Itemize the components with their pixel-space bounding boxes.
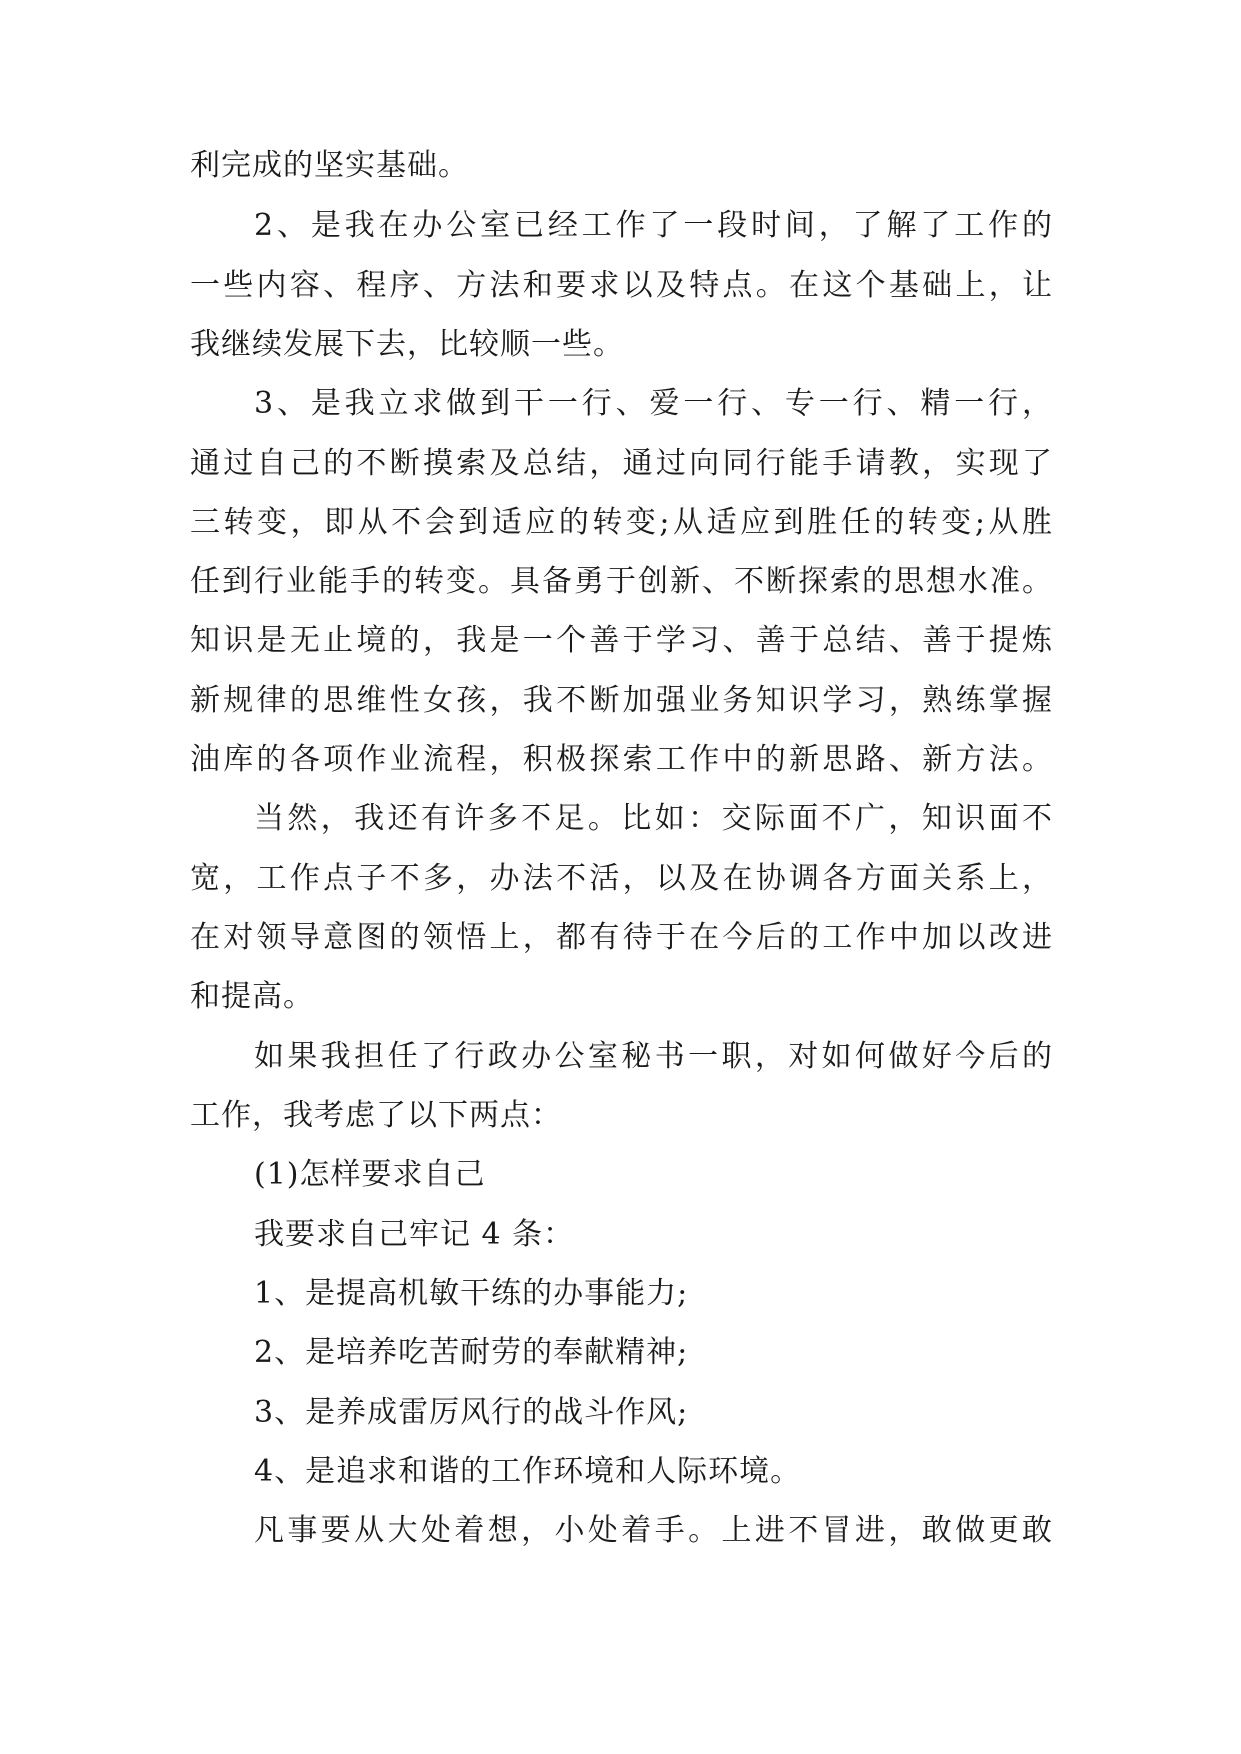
text-line: 宽，工作点子不多，办法不活，以及在协调各方面关系上，: [190, 861, 1052, 896]
text-line: 任到行业能手的转变。具备勇于创新、不断探索的思想水准。: [190, 564, 1052, 599]
text-line: 和提高。: [190, 979, 314, 1014]
text-line: 一些内容、程序、方法和要求以及特点。在这个基础上，让: [190, 268, 1052, 303]
text-line: 知识是无止境的，我是一个善于学习、善于总结、善于提炼: [190, 623, 1052, 658]
text-line: 如果我担任了行政办公室秘书一职，对如何做好今后的: [254, 1039, 1052, 1074]
text-line: 利完成的坚实基础。: [190, 148, 469, 183]
text-line: (1)怎样要求自己: [254, 1157, 486, 1192]
text-line: 3、是我立求做到干一行、爱一行、专一行、精一行，: [254, 386, 1052, 421]
text-line: 4、是追求和谐的工作环境和人际环境。: [254, 1454, 802, 1489]
text-line: 新规律的思维性女孩，我不断加强业务知识学习，熟练掌握: [190, 683, 1052, 718]
text-line: 2、是我在办公室已经工作了一段时间，了解了工作的: [254, 208, 1052, 243]
text-line: 2、是培养吃苦耐劳的奉献精神;: [254, 1335, 689, 1370]
text-line: 油库的各项作业流程，积极探索工作中的新思路、新方法。: [190, 742, 1052, 777]
text-line: 我要求自己牢记 4 条：: [254, 1217, 575, 1252]
text-line: 我继续发展下去，比较顺一些。: [190, 327, 624, 362]
text-line: 在对领导意图的领悟上，都有待于在今后的工作中加以改进: [190, 920, 1052, 955]
text-line: 工作，我考虑了以下两点：: [190, 1098, 562, 1133]
text-line: 3、是养成雷厉风行的战斗作风;: [254, 1395, 689, 1430]
text-line: 通过自己的不断摸索及总结，通过向同行能手请教，实现了: [190, 446, 1052, 481]
text-line: 当然，我还有许多不足。比如：交际面不广，知识面不: [254, 801, 1052, 836]
text-line: 1、是提高机敏干练的办事能力;: [254, 1276, 689, 1311]
text-line: 三转变，即从不会到适应的转变;从适应到胜任的转变;从胜: [190, 505, 1052, 540]
text-line: 凡事要从大处着想，小处着手。上进不冒进，敢做更敢: [254, 1513, 1052, 1548]
